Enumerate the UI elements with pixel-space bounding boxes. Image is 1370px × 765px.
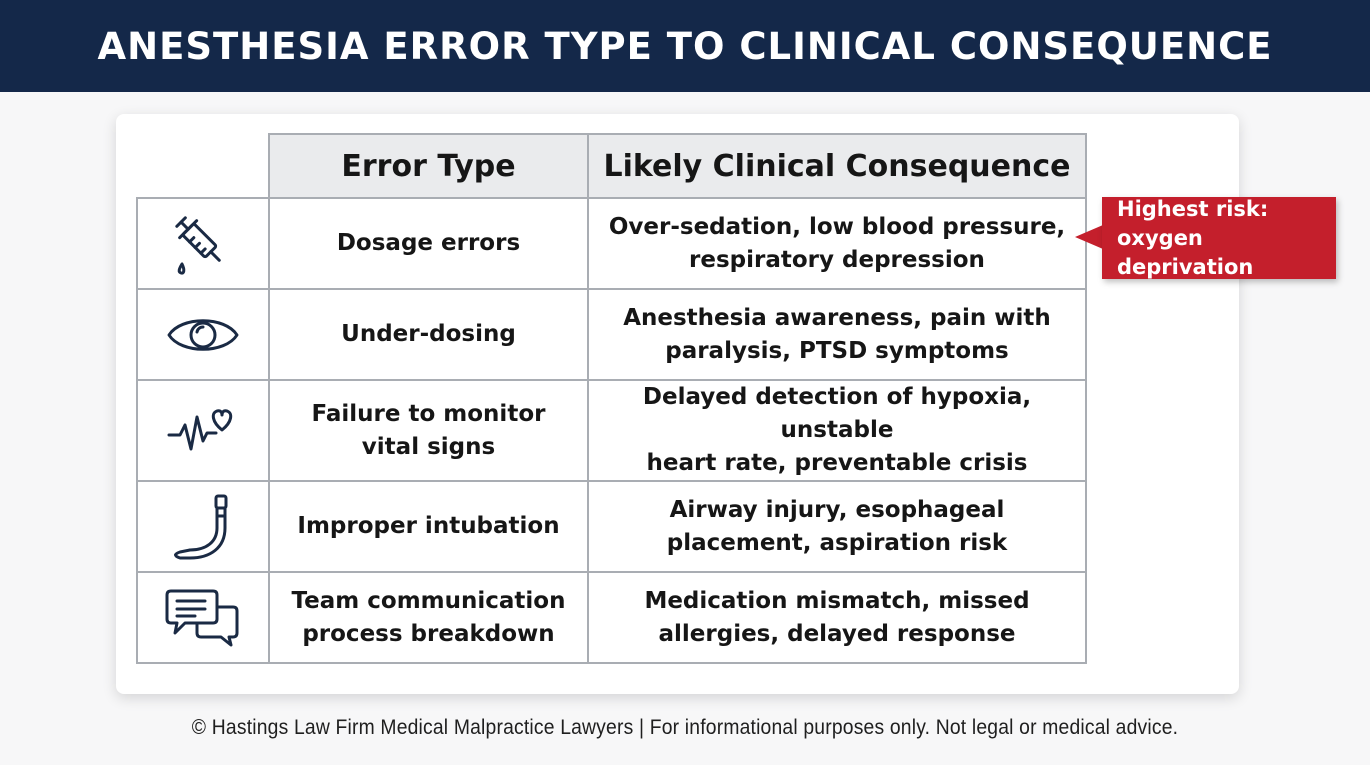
- error-type-cell: Improper intubation: [269, 481, 588, 572]
- icon-cell: [137, 572, 269, 663]
- error-type-cell: Failure to monitor vital signs: [269, 380, 588, 481]
- intubation-tube-icon: [166, 492, 240, 562]
- icon-cell: [137, 289, 269, 380]
- error-type-cell: Team communication process breakdown: [269, 572, 588, 663]
- column-header-consequence: Likely Clinical Consequence: [588, 134, 1086, 198]
- syringe-icon: [168, 209, 238, 279]
- consequence-cell: Delayed detection of hypoxia, unstable heart rate, preventable crisis: [588, 380, 1086, 481]
- footer-disclaimer: © Hastings Law Firm Medical Malpractice Lawyers | For informational purposes only. Not legal or medical advice.: [191, 716, 1179, 739]
- callout-line-1: Highest risk:: [1117, 196, 1269, 221]
- error-consequence-table: [136, 133, 1087, 664]
- consequence-cell: Over-sedation, low blood pressure, respiratory depression: [588, 198, 1086, 289]
- icon-cell: [137, 481, 269, 572]
- callout-line-2: oxygen deprivation: [1117, 225, 1254, 279]
- error-type-cell: Under-dosing: [269, 289, 588, 380]
- callout-pointer: [1075, 225, 1103, 249]
- page-title: ANESTHESIA ERROR TYPE TO CLINICAL CONSEQUENCE: [97, 24, 1273, 68]
- chat-bubbles-icon: [165, 587, 241, 649]
- highest-risk-callout: [1102, 197, 1336, 279]
- consequence-cell: Anesthesia awareness, pain with paralysis, PTSD symptoms: [588, 289, 1086, 380]
- table-row: [137, 572, 1086, 663]
- table-row: [137, 198, 1086, 289]
- table-header-row: [137, 134, 1086, 198]
- table-row: [137, 481, 1086, 572]
- heartbeat-monitor-icon: [166, 403, 240, 459]
- column-header-error-type: Error Type: [269, 134, 588, 198]
- icon-cell: [137, 198, 269, 289]
- consequence-cell: Airway injury, esophageal placement, aspiration risk: [588, 481, 1086, 572]
- eye-icon: [166, 310, 240, 360]
- table-row: [137, 289, 1086, 380]
- icon-column-header: [137, 134, 269, 198]
- icon-cell: [137, 380, 269, 481]
- consequence-cell: Medication mismatch, missed allergies, delayed response: [588, 572, 1086, 663]
- title-banner: [0, 0, 1370, 92]
- error-type-cell: Dosage errors: [269, 198, 588, 289]
- table-row: [137, 380, 1086, 481]
